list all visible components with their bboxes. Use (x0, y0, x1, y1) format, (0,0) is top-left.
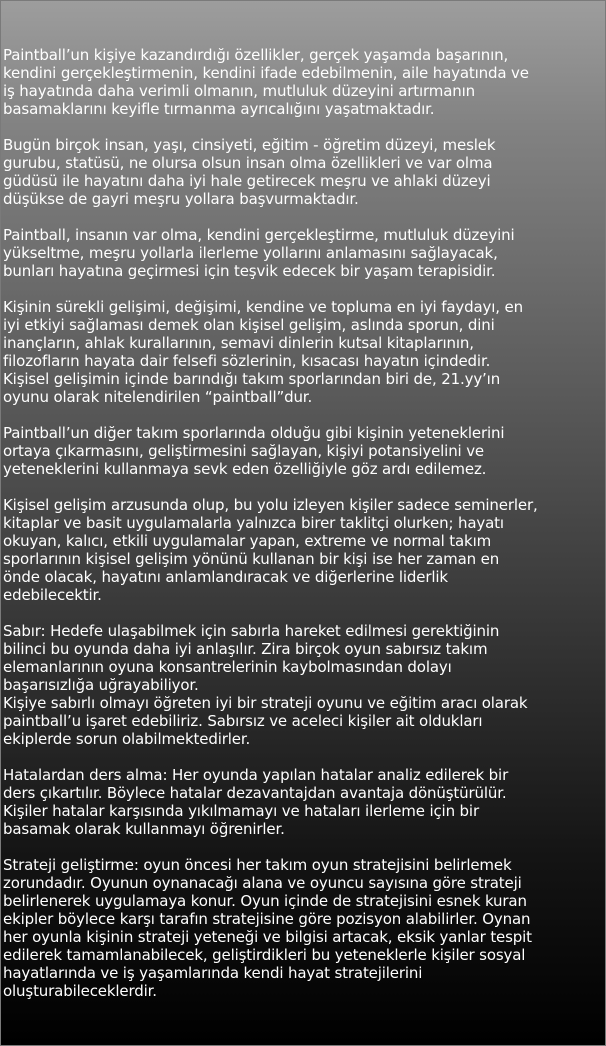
article-body (3, 46, 605, 1018)
paragraph-patience: Sabır: Hedefe ulaşabilmek için sabırla hareket edilmesi gerektiğinin bilinci bu oyunda daha iyi anlaşılır. Zira birçok oyun sabırsız takım elemanlarının oyuna konsantrelerinin kaybolmasından dolayı başarısızlığa uğrayabiliyor. Kişiye sabırlı olmayı öğreten iyi bir strateji oyunu ve eğitim aracı olarak paintball’u işaret edebiliriz. Sabırsız ve aceleci kişiler ait oldukları ekiplerde sorun olabilmektedirler. (3, 622, 528, 748)
paragraph-team-sports: Paintball’un diğer takım sporlarında olduğu gibi kişinin yeteneklerini ortaya çıkarmasını, geliştirmesini sağlayan, kişiyi potansiyelini ve yeteneklerini kullanmaya sevk eden özelliğiyle göz ardı edilemez. (3, 424, 505, 478)
paragraph-people: Bugün birçok insan, yaşı, cinsiyeti, eğitim - öğretim düzeyi, meslek gurubu, statüsü, ne olursa olsun insan olma özellikleri ve var olma güdüsü ile hayatını daha iyi hale getirecek meşru ve ahlaki düzeyi düşükse de gayri meşru yollara başvurmaktadır. (3, 136, 496, 208)
paragraph-personal-development: Kişinin sürekli gelişimi, değişimi, kendine ve topluma en iyi faydayı, en iyi etkiyi sağlaması demek olan kişisel gelişim, aslında sporun, dini inançların, ahlak kurallarının, semavi dinlerin kutsal kitaplarının, filozofların hayata dair felsefi sözlerinin, kısacası hayatın içindedir. Kişisel gelişimin içinde barındığı takım sporlarından biri de, 21.yy’ın oyunu olarak nitelendirilen “paintball”dur. (3, 298, 523, 406)
paragraph-therapy: Paintball, insanın var olma, kendini gerçekleştirme, mutluluk düzeyini yükseltme, meşru yollarla ilerleme yollarını anlamasını sağlayacak, bunları hayatına geçirmesi için teşvik edecek bir yaşam terapisidir. (3, 226, 515, 280)
paragraph-strategy: Strateji geliştirme: oyun öncesi her takım oyun stratejisini belirlemek zorundadır. Oyunun oynanacağı alana ve oyuncu sayısına göre strateji belirlenerek uygulamaya konur. Oyun içinde de stratejisini esnek kuran ekipler böylece karşı tarafın stratejisine göre pozisyon alabilirler. Oynan her oyunla kişinin strateji yeteneği ve bilgisi artacak, eksik yanlar tespit edilerek tamamlanabilecek, geliştirdikleri bu yeteneklerle kişiler sosyal hayatlarında ve iş yaşamlarında kendi hayat stratejilerini oluşturabileceklerdir. (3, 856, 532, 1000)
paragraph-intro: Paintball’un kişiye kazandırdığı özellikler, gerçek yaşamda başarının, kendini gerçekleştirmenin, kendini ifade edebilmenin, aile hayatında ve iş hayatında daha verimli olmanın, mutluluk düzeyini artırmanın basamaklarını keyifle tırmanma ayrıcalığını yaşatmaktadır. (3, 46, 529, 118)
paragraph-learning-from-mistakes: Hatalardan ders alma: Her oyunda yapılan hatalar analiz edilerek bir ders çıkartılır. Böylece hatalar dezavantajdan avantaja dönüştürülür. Kişiler hatalar karşısında yıkılmamayı ve hataları ilerleme için bir basamak olarak kullanmayı öğrenirler. (3, 766, 509, 838)
paragraph-leadership: Kişisel gelişim arzusunda olup, bu yolu izleyen kişiler sadece seminerler, kitaplar ve basit uygulamalarla yalnızca birer taklitçi olurken; hayatı okuyan, kalıcı, etkili uygulamalar yapan, extreme ve normal takım sporlarının kişisel gelişim yönünü kullanan bir kişi ise her zaman en önde olacak, hayatını anlamlandıracak ve diğerlerine liderlik edebilecektir. (3, 496, 538, 604)
